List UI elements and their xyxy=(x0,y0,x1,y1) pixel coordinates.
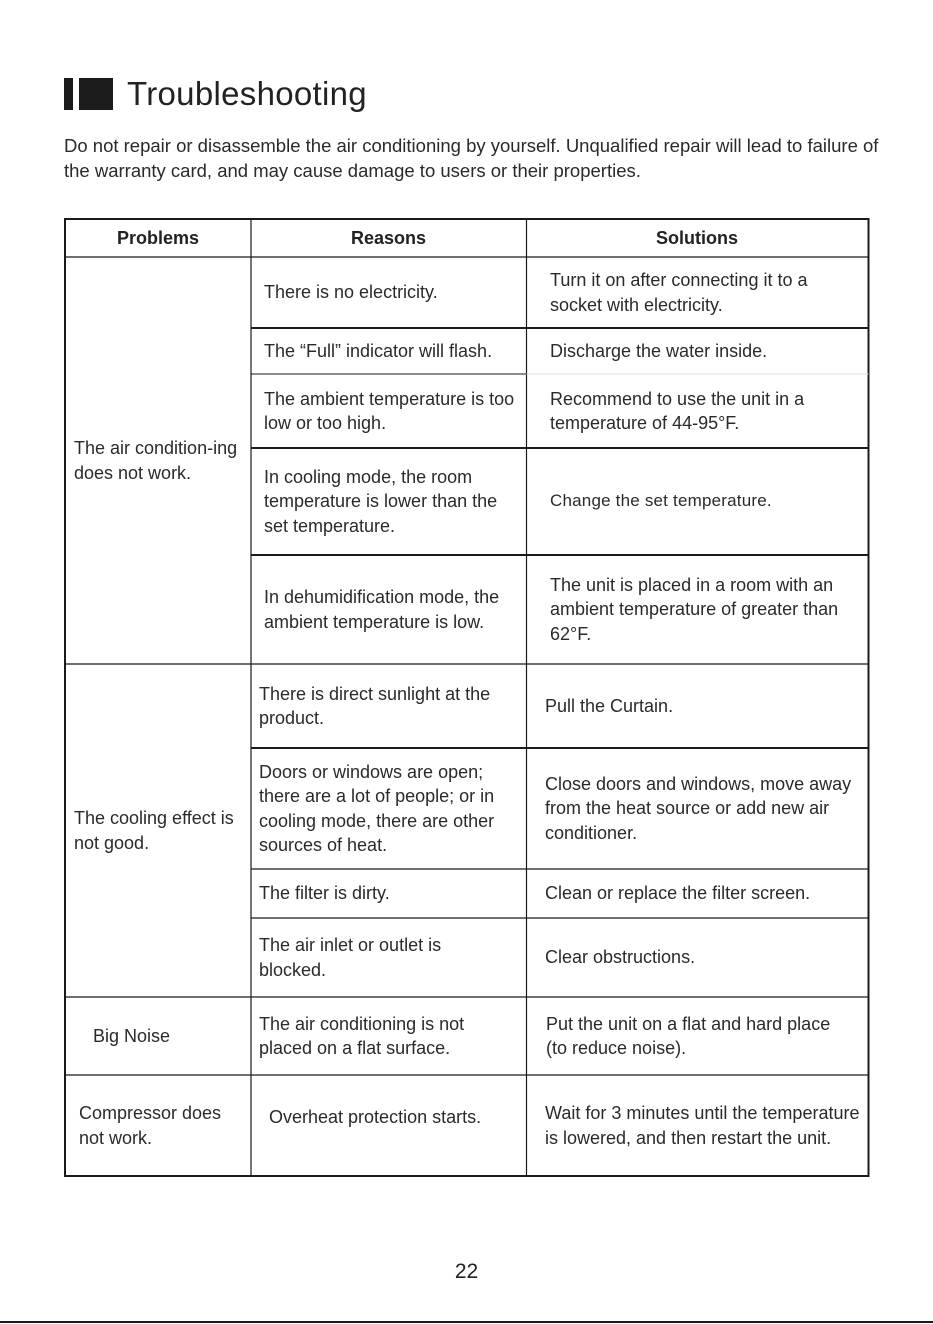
solution-cell: Turn it on after connecting it to a socket with electricity. xyxy=(550,270,808,315)
solution-cell: Recommend to use the unit in a temperature of 44-95°F. xyxy=(550,388,805,433)
reason-cell: Doors or windows are open; there are a lot of people; or in cooling mode, there are other sources of heat. xyxy=(259,761,495,855)
header-problems: Problems xyxy=(116,227,200,248)
page-number: 22 xyxy=(454,1260,479,1283)
solution-cell: Discharge the water inside. xyxy=(550,340,768,361)
reason-cell: In cooling mode, the room temperature is lower than the set temperature. xyxy=(264,466,498,536)
problem-cell: The air condition-ing does not work. xyxy=(74,438,238,483)
solution-cell: Wait for 3 minutes until the temperature is lowered, and then restart the unit. xyxy=(545,1103,860,1148)
page-bottom-rule xyxy=(0,1321,933,1323)
problem-cell: Compressor does not work. xyxy=(79,1103,222,1148)
solution-cell: Clean or replace the filter screen. xyxy=(545,883,811,904)
reason-cell: The filter is dirty. xyxy=(259,883,390,904)
header-reasons: Reasons xyxy=(350,227,427,248)
solution-cell: Clear obstructions. xyxy=(545,947,696,968)
reason-cell: The air conditioning is not placed on a flat surface. xyxy=(259,1013,465,1058)
solution-cell: Put the unit on a flat and hard place (to reduce noise). xyxy=(546,1013,831,1058)
reason-cell: There is no electricity. xyxy=(264,282,438,303)
reason-cell: In dehumidification mode, the ambient temperature is low. xyxy=(264,587,500,632)
problem-cell: Big Noise xyxy=(93,1025,171,1046)
problem-cell: The cooling effect is not good. xyxy=(74,808,234,853)
reason-cell: The air inlet or outlet is blocked. xyxy=(259,935,442,980)
header-solutions: Solutions xyxy=(656,227,738,248)
reason-cell: The ambient temperature is too low or too high. xyxy=(264,388,515,433)
reason-cell: There is direct sunlight at the product. xyxy=(259,683,491,728)
solution-cell: The unit is placed in a room with an ambient temperature of greater than 62°F. xyxy=(550,574,839,644)
reason-cell: The “Full” indicator will flash. xyxy=(264,340,493,361)
solution-cell: Change the set temperature. xyxy=(550,491,772,511)
solution-cell: Close doors and windows, move away from the heat source or add new air conditioner. xyxy=(545,773,852,843)
reason-cell: Overheat protection starts. xyxy=(269,1106,482,1127)
page-title: Troubleshooting xyxy=(127,75,367,112)
solution-cell: Pull the Curtain. xyxy=(545,695,674,716)
intro-paragraph: Do not repair or disassemble the air conditioning by yourself. Unqualified repair will lead to failure of the warranty card, and may cause damage to users or their properties. xyxy=(64,135,879,181)
